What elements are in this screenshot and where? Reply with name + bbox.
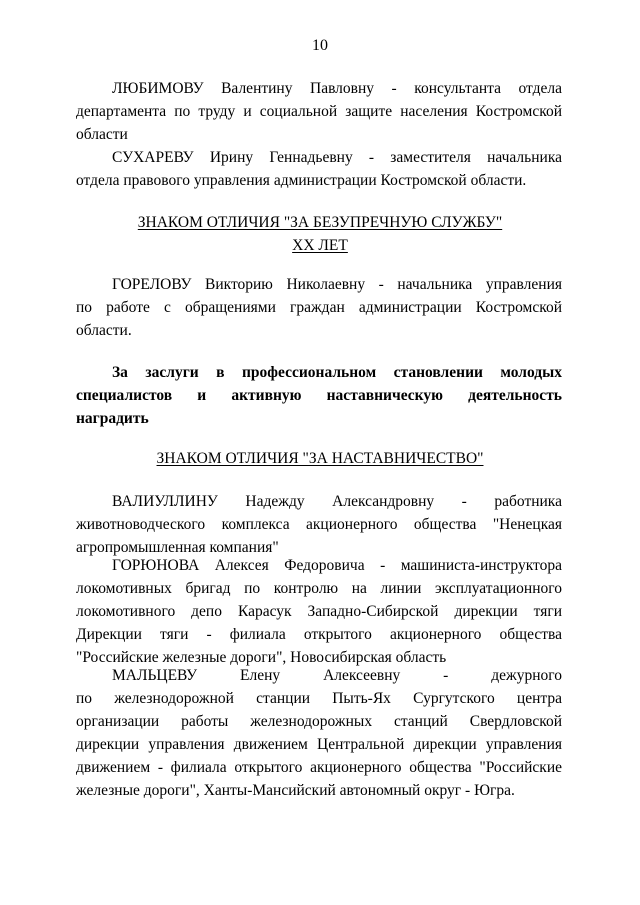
heading-line: ЗНАКОМ ОТЛИЧИЯ "ЗА БЕЗУПРЕЧНУЮ СЛУЖБУ" — [137, 214, 503, 231]
entry-line: животноводческого комплекса акционерного общества "Ненецкая — [76, 516, 562, 533]
award-entry-maltseva — [76, 664, 562, 802]
heading-line: XX ЛЕТ — [292, 237, 348, 254]
award-entry-lyubimova — [76, 77, 562, 146]
entry-line: "Российские железные дороги", Новосибирская область — [76, 649, 447, 666]
merit-line: специалистов и активную наставническую деятельность — [76, 387, 562, 404]
entry-line: движением - филиала открытого акционерного общества "Российские — [76, 759, 562, 776]
award-entry-sukhareva — [76, 146, 562, 192]
page-number: 10 — [312, 37, 328, 54]
award-entry-goryunov — [76, 554, 562, 669]
entry-line: ВАЛИУЛЛИНУ Надежду Александровну - работника — [112, 493, 562, 510]
entry-line: организации работы железнодорожных станций Свердловской — [76, 713, 562, 730]
award-heading-mentorship — [0, 447, 640, 470]
entry-line: железные дороги", Ханты-Мансийский автономный округ - Югра. — [76, 782, 515, 799]
merit-paragraph — [76, 361, 562, 430]
entry-line: отдела правового управления администрации Костромской области. — [76, 172, 527, 189]
entry-line: агропромышленная компания" — [76, 539, 279, 556]
entry-line: области — [76, 126, 128, 143]
entry-line: МАЛЬЦЕВУ Елену Алексеевну - дежурного — [112, 667, 562, 684]
entry-line: области. — [76, 322, 132, 339]
entry-line: ГОРЮНОВА Алексея Федоровича - машиниста-инструктора — [112, 557, 562, 574]
award-entry-gorelova — [76, 273, 562, 342]
entry-line: локомотивных бригад по контролю на линии эксплуатационного — [76, 580, 562, 597]
entry-line: СУХАРЕВУ Ирину Геннадьевну - заместителя начальника — [112, 149, 562, 166]
entry-line: департамента по труду и социальной защите населения Костромской — [76, 103, 562, 120]
entry-line: Дирекции тяги - филиала открытого акционерного общества — [76, 626, 562, 643]
entry-line: дирекции управления движением Центральной дирекции управления — [76, 736, 562, 753]
award-heading-impeccable-service — [0, 211, 640, 234]
merit-line: наградить — [76, 410, 149, 427]
heading-line: ЗНАКОМ ОТЛИЧИЯ "ЗА НАСТАВНИЧЕСТВО" — [156, 450, 484, 467]
entry-line: по железнодорожной станции Пыть-Ях Сургутского центра — [76, 690, 562, 707]
entry-line: ГОРЕЛОВУ Викторию Николаевну - начальника управления — [112, 276, 562, 293]
award-entry-valiullina — [76, 490, 562, 559]
award-heading-years — [0, 234, 640, 257]
entry-line: локомотивного депо Карасук Западно-Сибирской дирекции тяги — [76, 603, 562, 620]
entry-line: по работе с обращениями граждан администрации Костромской — [76, 299, 562, 316]
entry-line: ЛЮБИМОВУ Валентину Павловну - консультанта отдела — [112, 80, 562, 97]
merit-line: За заслуги в профессиональном становлении молодых — [112, 364, 562, 381]
